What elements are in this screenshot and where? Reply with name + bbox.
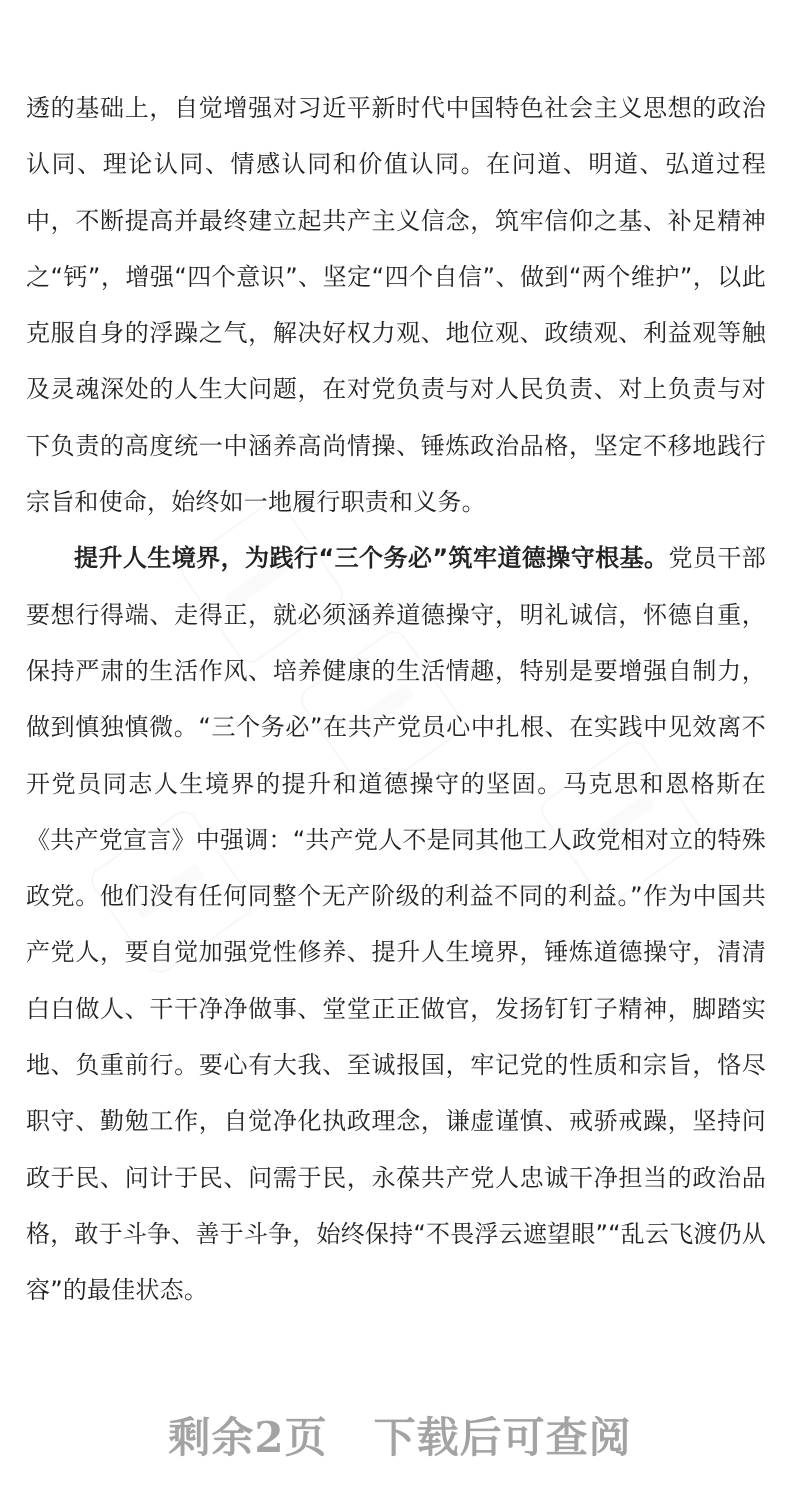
remaining-pages-label: 剩余2页 bbox=[168, 1413, 328, 1462]
paragraph-1-text: 透的基础上，自觉增强对习近平新时代中国特色社会主义思想的政治认同、理论认同、情感认同和价值认同。在问道、明道、弘道过程中，不断提高并最终建立起共产主义信念，筑牢信仰之基、补足精神之“钙”，增强“四个意识”、坚定“四个自信”、做到“两个维护”，以此克服自身的浮躁之气，解决好权力观、地位观、政绩观、利益观等触及灵魂深处的人生大问题，在对党负责与对人民负责、对上负责与对下负责的高度统一中涵养高尚情操、锤炼政治品格，坚定不移地践行宗旨和使命，始终如一地履行职责和义务。 bbox=[26, 94, 766, 517]
download-prompt[interactable] bbox=[0, 1400, 800, 1470]
download-to-view-label[interactable]: 下载后可查阅 bbox=[373, 1413, 632, 1462]
paragraph-1 bbox=[26, 80, 766, 530]
paragraph-2-text: 党员干部要想行得端、走得正，就必须涵养道德操守，明礼诚信，怀德自重，保持严肃的生活作风、培养健康的生活情趣，特别是要增强自制力，做到慎独慎微。“三个务必”在共产党员心中扎根、在实践中见效离不开党员同志人生境界的提升和道德操守的坚固。马克思和恩格斯在《共产党宣言》中强调：“共产党人不是同其他工人政党相对立的特殊政党。他们没有任何同整个无产阶级的利益不同的利益。”作为中国共产党人，要自觉加强党性修养、提升人生境界，锤炼道德操守，清清白白做人、干干净净做事、堂堂正正做官，发扬钉钉子精神，脚踏实地、负重前行。要心有大我、至诚报国，牢记党的性质和宗旨，恪尽职守、勤勉工作，自觉净化执政理念，谦虚谨慎、戒骄戒躁，坚持问政于民、问计于民、问需于民，永葆共产党人忠诚干净担当的政治品格，敢于斗争、善于斗争，始终保持“不畏浮云遮望眼”“乱云飞渡仍从容”的最佳状态。 bbox=[26, 544, 766, 1305]
paragraph-2 bbox=[26, 530, 766, 1318]
paragraph-2-lead: 提升人生境界，为践行“三个务必”筑牢道德操守根基。 bbox=[74, 544, 669, 573]
document-body bbox=[26, 80, 766, 1319]
